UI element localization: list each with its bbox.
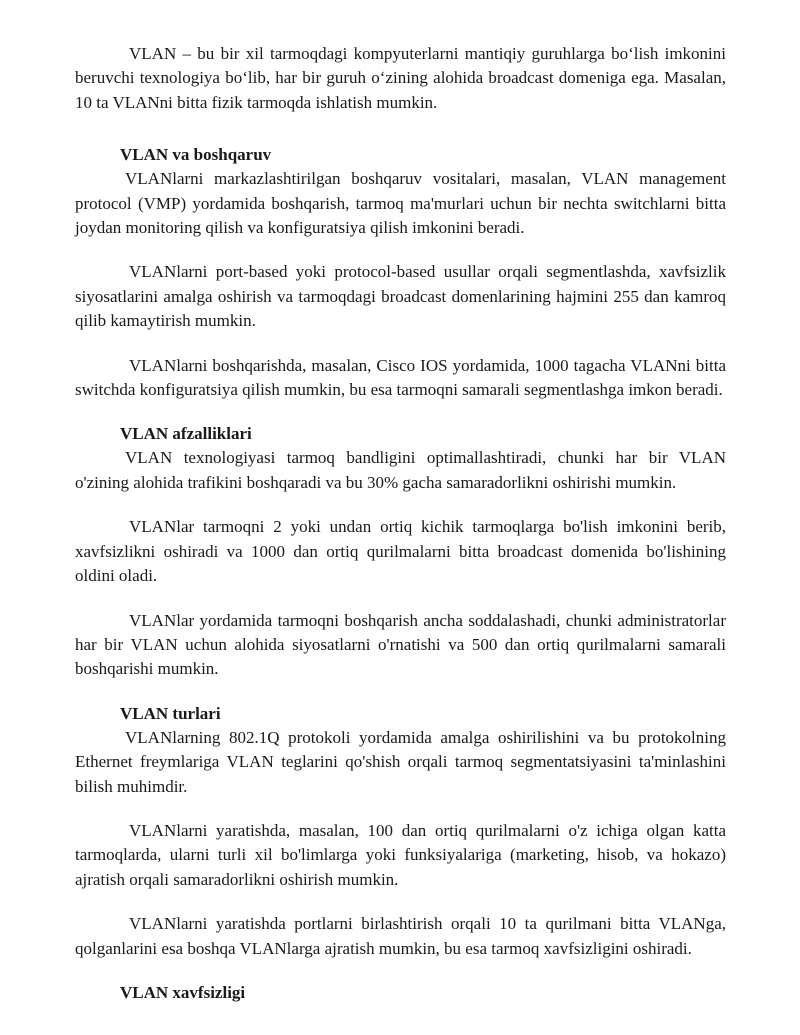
body-paragraph: VLANlarni yaratishda, masalan, 100 dan ortiq qurilmalarni o'z ichiga olgan katta tarmoqlarda, ularni turli xil bo'limlarga yoki funksiyalariga (marketing, hisob, va hokazo) ajratish orqali samaradorlikni oshirish mumkin.: [75, 820, 726, 889]
document-page: [75, 42, 726, 1005]
section-heading: VLAN va boshqaruv: [120, 145, 272, 165]
intro-paragraph: VLAN – bu bir xil tarmoqdagi kompyuterlarni mantiqiy guruhlarga boʻlish imkonini beruvchi texnologiya boʻlib, har bir guruh oʻzining alohida broadcast domeniga ega. Masalan, 10 ta VLANni bitta fizik tarmoqda ishlatish mumkin.: [75, 44, 726, 112]
body-paragraph: VLANlarni yaratishda portlarni birlashtirish orqali 10 ta qurilmani bitta VLANga, qolganlarini esa boshqa VLANlarga ajratish mumkin, bu esa tarmoq xavfsizligini oshiradi.: [75, 914, 726, 958]
section-vlan-advantages: [75, 422, 726, 681]
body-paragraph: VLANlarning 802.1Q protokoli yordamida amalga oshirilishini va bu protokolning Ethernet freymlariga VLAN teglarini qo'shish orqali tarmoq segmentatsiyasini ta'minlashini bilish muhimdir.: [75, 727, 726, 796]
body-paragraph: VLANlar tarmoqni 2 yoki undan ortiq kichik tarmoqlarga bo'lish imkonini berib, xavfsizlikni oshiradi va 1000 dan ortiq qurilmalarni bitta broadcast domenida bo'lishining oldini oladi.: [75, 517, 726, 586]
section-heading: VLAN turlari: [120, 703, 221, 723]
body-paragraph: VLANlarni markazlashtirilgan boshqaruv vositalari, masalan, VLAN management protocol (VMP) yordamida boshqarish, tarmoq ma'murlari uchun bir nechta switchlarni bitta joydan monitoring qilish va konfiguratsiya qilish imkonini beradi.: [75, 169, 726, 238]
section-heading: VLAN afzalliklari: [120, 424, 252, 444]
body-paragraph: VLANlarni boshqarishda, masalan, Cisco IOS yordamida, 1000 tagacha VLANni bitta switchda konfiguratsiya qilish mumkin, bu esa tarmoqni samarali segmentlashga imkon beradi.: [75, 355, 726, 400]
section-vlan-types: [75, 702, 726, 961]
section-vlan-management: [75, 143, 726, 402]
body-paragraph: VLAN texnologiyasi tarmoq bandligini optimallashtiradi, chunki har bir VLAN o'zining alohida trafikini boshqaradi va bu 30% gacha samaradorlikni oshirishi mumkin.: [75, 448, 726, 492]
section-vlan-security: [75, 981, 726, 1005]
body-paragraph: VLANlar yordamida tarmoqni boshqarish ancha soddalashadi, chunki administratorlar har bir VLAN uchun alohida siyosatlarni o'rnatishi va 500 dan ortiq qurilmalarni samarali boshqarishi mumkin.: [75, 610, 726, 679]
body-paragraph: VLANlarni port-based yoki protocol-based usullar orqali segmentlashda, xavfsizlik siyosatlarini amalga oshirish va tarmoqdagi broadcast domenlarining hajmini 255 dan kamroq qilib kamaytirish mumkin.: [75, 262, 726, 331]
section-heading: VLAN xavfsizligi: [120, 982, 246, 1002]
